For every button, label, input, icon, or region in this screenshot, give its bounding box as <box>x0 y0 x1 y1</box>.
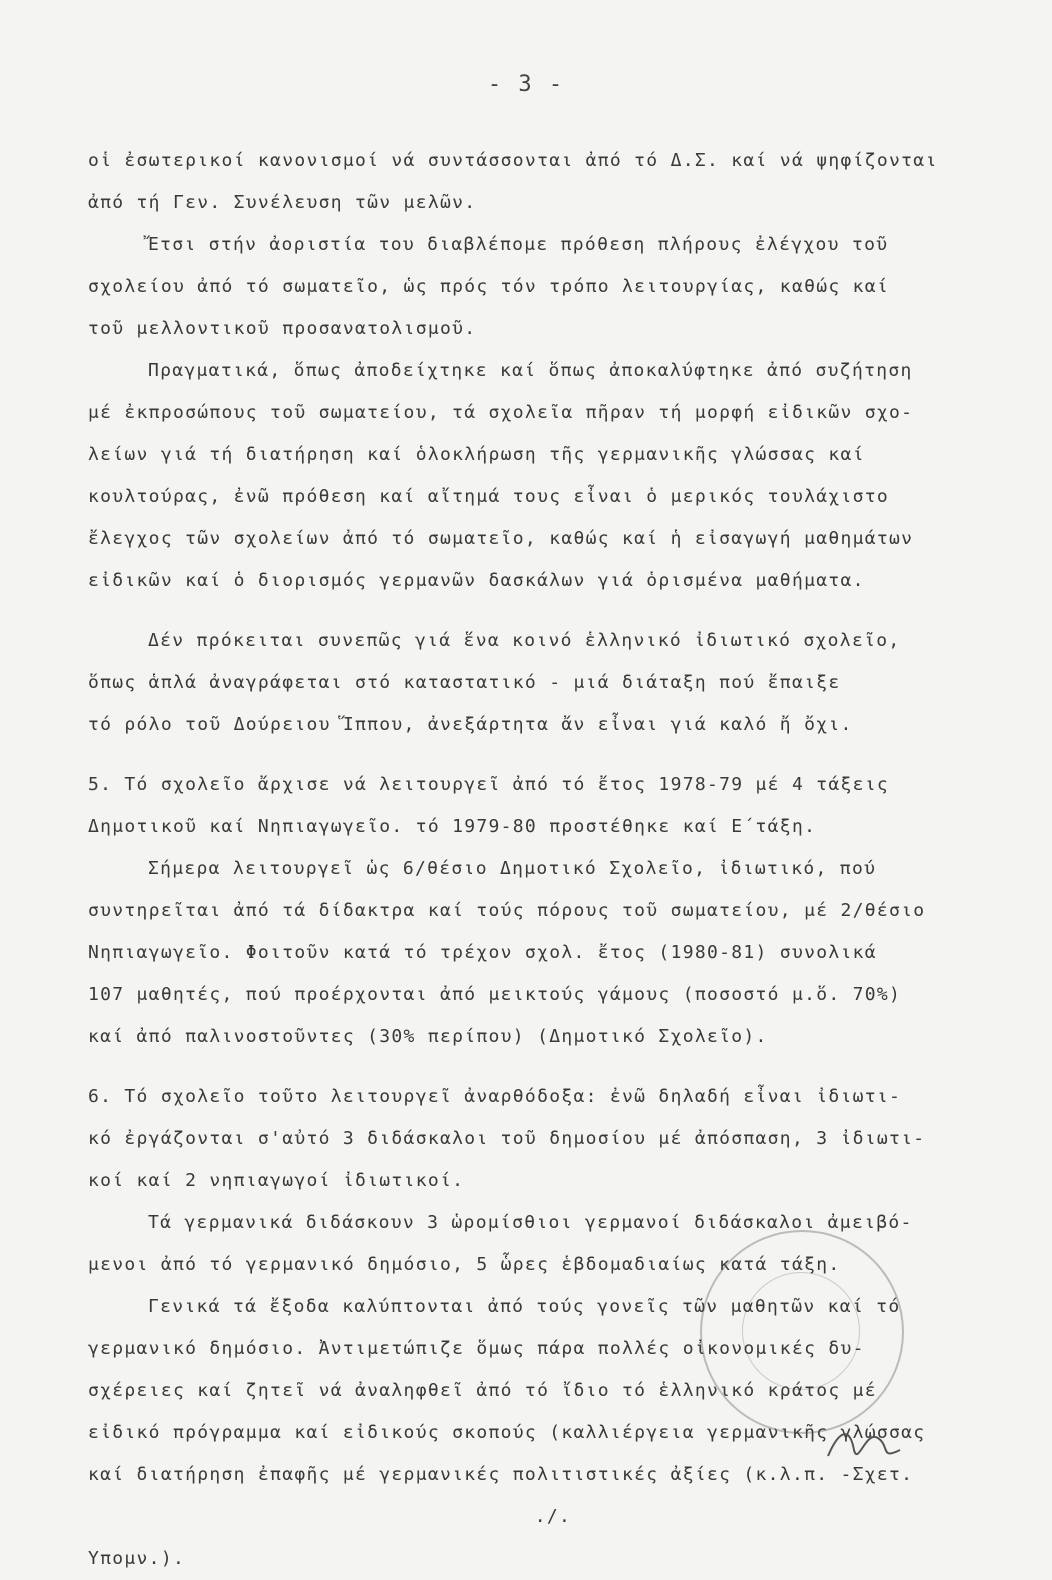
text-line: Σήμερα λειτουργεῖ ὡς 6/θέσιο Δημοτικό Σχολεῖο, ἰδιωτικό, πού <box>148 858 877 879</box>
text-line: Δέν πρόκειται συνεπῶς γιά ἕνα κοινό ἑλληνικό ἰδιωτικό σχολεῖο, <box>148 630 901 651</box>
page-number: - 3 - <box>487 72 565 97</box>
text-line: Νηπιαγωγεῖο. Φοιτοῦν κατά τό τρέχον σχολ. ἔτος (1980-81) συνολικά <box>88 942 877 963</box>
text-line: Τά γερμανικά διδάσκουν 3 ὡρομίσθιοι γερμανοί διδάσκαλοι ἀμειβό- <box>148 1212 913 1233</box>
section-5-first-line: 5. Τό σχολεῖο ἄρχισε νά λειτουργεῖ ἀπό τό ἔτος 1978-79 μέ 4 τάξεις <box>88 774 890 795</box>
text-line: ὅπως ἁπλά ἀναγράφεται στό καταστατικό - μιά διάταξη πού ἔπαιξε <box>88 672 841 693</box>
text-line: καί διατήρηση ἐπαφῆς μέ γερμανικές πολιτιστικές ἀξίες (κ.λ.π. -Σχετ. <box>88 1464 914 1485</box>
continuation-mark: ./. <box>534 1506 572 1527</box>
text-line: γερμανικό δημόσιο. Ἀντιμετώπιζε ὅμως πάρα πολλές οἰκονομικές δυ- <box>88 1338 865 1359</box>
text-line: 107 μαθητές, πού προέρχονται ἀπό μεικτούς γάμους (ποσοστό μ.ὅ. 70%) <box>88 984 902 1005</box>
text-line: τό ρόλο τοῦ Δούρειου Ἵππου, ἀνεξάρτητα ἄν εἶναι γιά καλό ἤ ὄχι. <box>88 714 853 735</box>
text-line: κοί καί 2 νηπιαγωγοί ἰδιωτικοί. <box>88 1170 465 1191</box>
text-line: σχολείου ἀπό τό σωματεῖο, ὡς πρός τόν τρόπο λειτουργίας, καθώς καί <box>88 276 890 297</box>
text-line: κουλτούρας, ἐνῶ πρόθεση καί αἴτημά τους εἶναι ὁ μερικός τουλάχιστο <box>88 486 890 507</box>
text-line: ἔλεγχος τῶν σχολείων ἀπό τό σωματεῖο, καθώς καί ἡ εἰσαγωγή μαθημάτων <box>88 528 914 549</box>
text-line: εἰδικῶν καί ὁ διορισμός γερμανῶν δασκάλων γιά ὁρισμένα μαθήματα. <box>88 570 865 591</box>
official-stamp <box>700 1230 904 1434</box>
text-line: συντηρεῖται ἀπό τά δίδακτρα καί τούς πόρους τοῦ σωματείου, μέ 2/θέσιο <box>88 900 926 921</box>
text-line: ἀπό τή Γεν. Συνέλευση τῶν μελῶν. <box>88 192 477 213</box>
text-line: καί ἀπό παλινοστοῦντες (30% περίπου) (Δημοτικό Σχολεῖο). <box>88 1026 768 1047</box>
text-line: τοῦ μελλοντικοῦ προσανατολισμοῦ. <box>88 318 477 339</box>
text-line: κό ἐργάζονται σ'αὐτό 3 διδάσκαλοι τοῦ δημοσίου μέ ἀπόσπαση, 3 ἰδιωτι- <box>88 1128 926 1149</box>
text-line: Ἔτσι στήν ἀοριστία του διαβλέπομε πρόθεση πλήρους ἐλέγχου τοῦ <box>148 234 889 255</box>
text-line: Ὑπομν.). <box>88 1548 186 1569</box>
text-line: Πραγματικά, ὅπως ἀποδείχτηκε καί ὅπως ἀποκαλύφτηκε ἀπό συζήτηση <box>148 360 913 381</box>
signature-mark <box>820 1420 910 1470</box>
text-line: Γενικά τά ἔξοδα καλύπτονται ἀπό τούς γονεῖς τῶν μαθητῶν καί τό <box>148 1296 901 1317</box>
text-line: λείων γιά τή διατήρηση καί ὁλοκλήρωση τῆς γερμανικῆς γλώσσας καί <box>88 444 865 465</box>
section-6-first-line: 6. Τό σχολεῖο τοῦτο λειτουργεῖ ἀναρθόδοξα: ἐνῶ δηλαδή εἶναι ἰδιωτι- <box>88 1086 902 1107</box>
text-line: σχέρειες καί ζητεῖ νά ἀναληφθεῖ ἀπό τό ἴδιο τό ἑλληνικό κράτος μέ <box>88 1380 877 1401</box>
text-line: μέ ἐκπροσώπους τοῦ σωματείου, τά σχολεῖα πῆραν τή μορφή εἰδικῶν σχο- <box>88 402 914 423</box>
text-line: οἱ ἐσωτερικοί κανονισμοί νά συντάσσονται ἀπό τό Δ.Σ. καί νά ψηφίζονται <box>88 150 938 171</box>
text-line: μενοι ἀπό τό γερμανικό δημόσιο, 5 ὧρες ἑβδομαδιαίως κατά τάξη. <box>88 1254 841 1275</box>
text-line: Δημοτικοῦ καί Νηπιαγωγεῖο. τό 1979-80 προστέθηκε καί Ε΄τάξη. <box>88 816 817 837</box>
text-line: εἰδικό πρόγραμμα καί εἰδικούς σκοπούς (καλλιέργεια γερμανικῆς γλώσσας <box>88 1422 926 1443</box>
